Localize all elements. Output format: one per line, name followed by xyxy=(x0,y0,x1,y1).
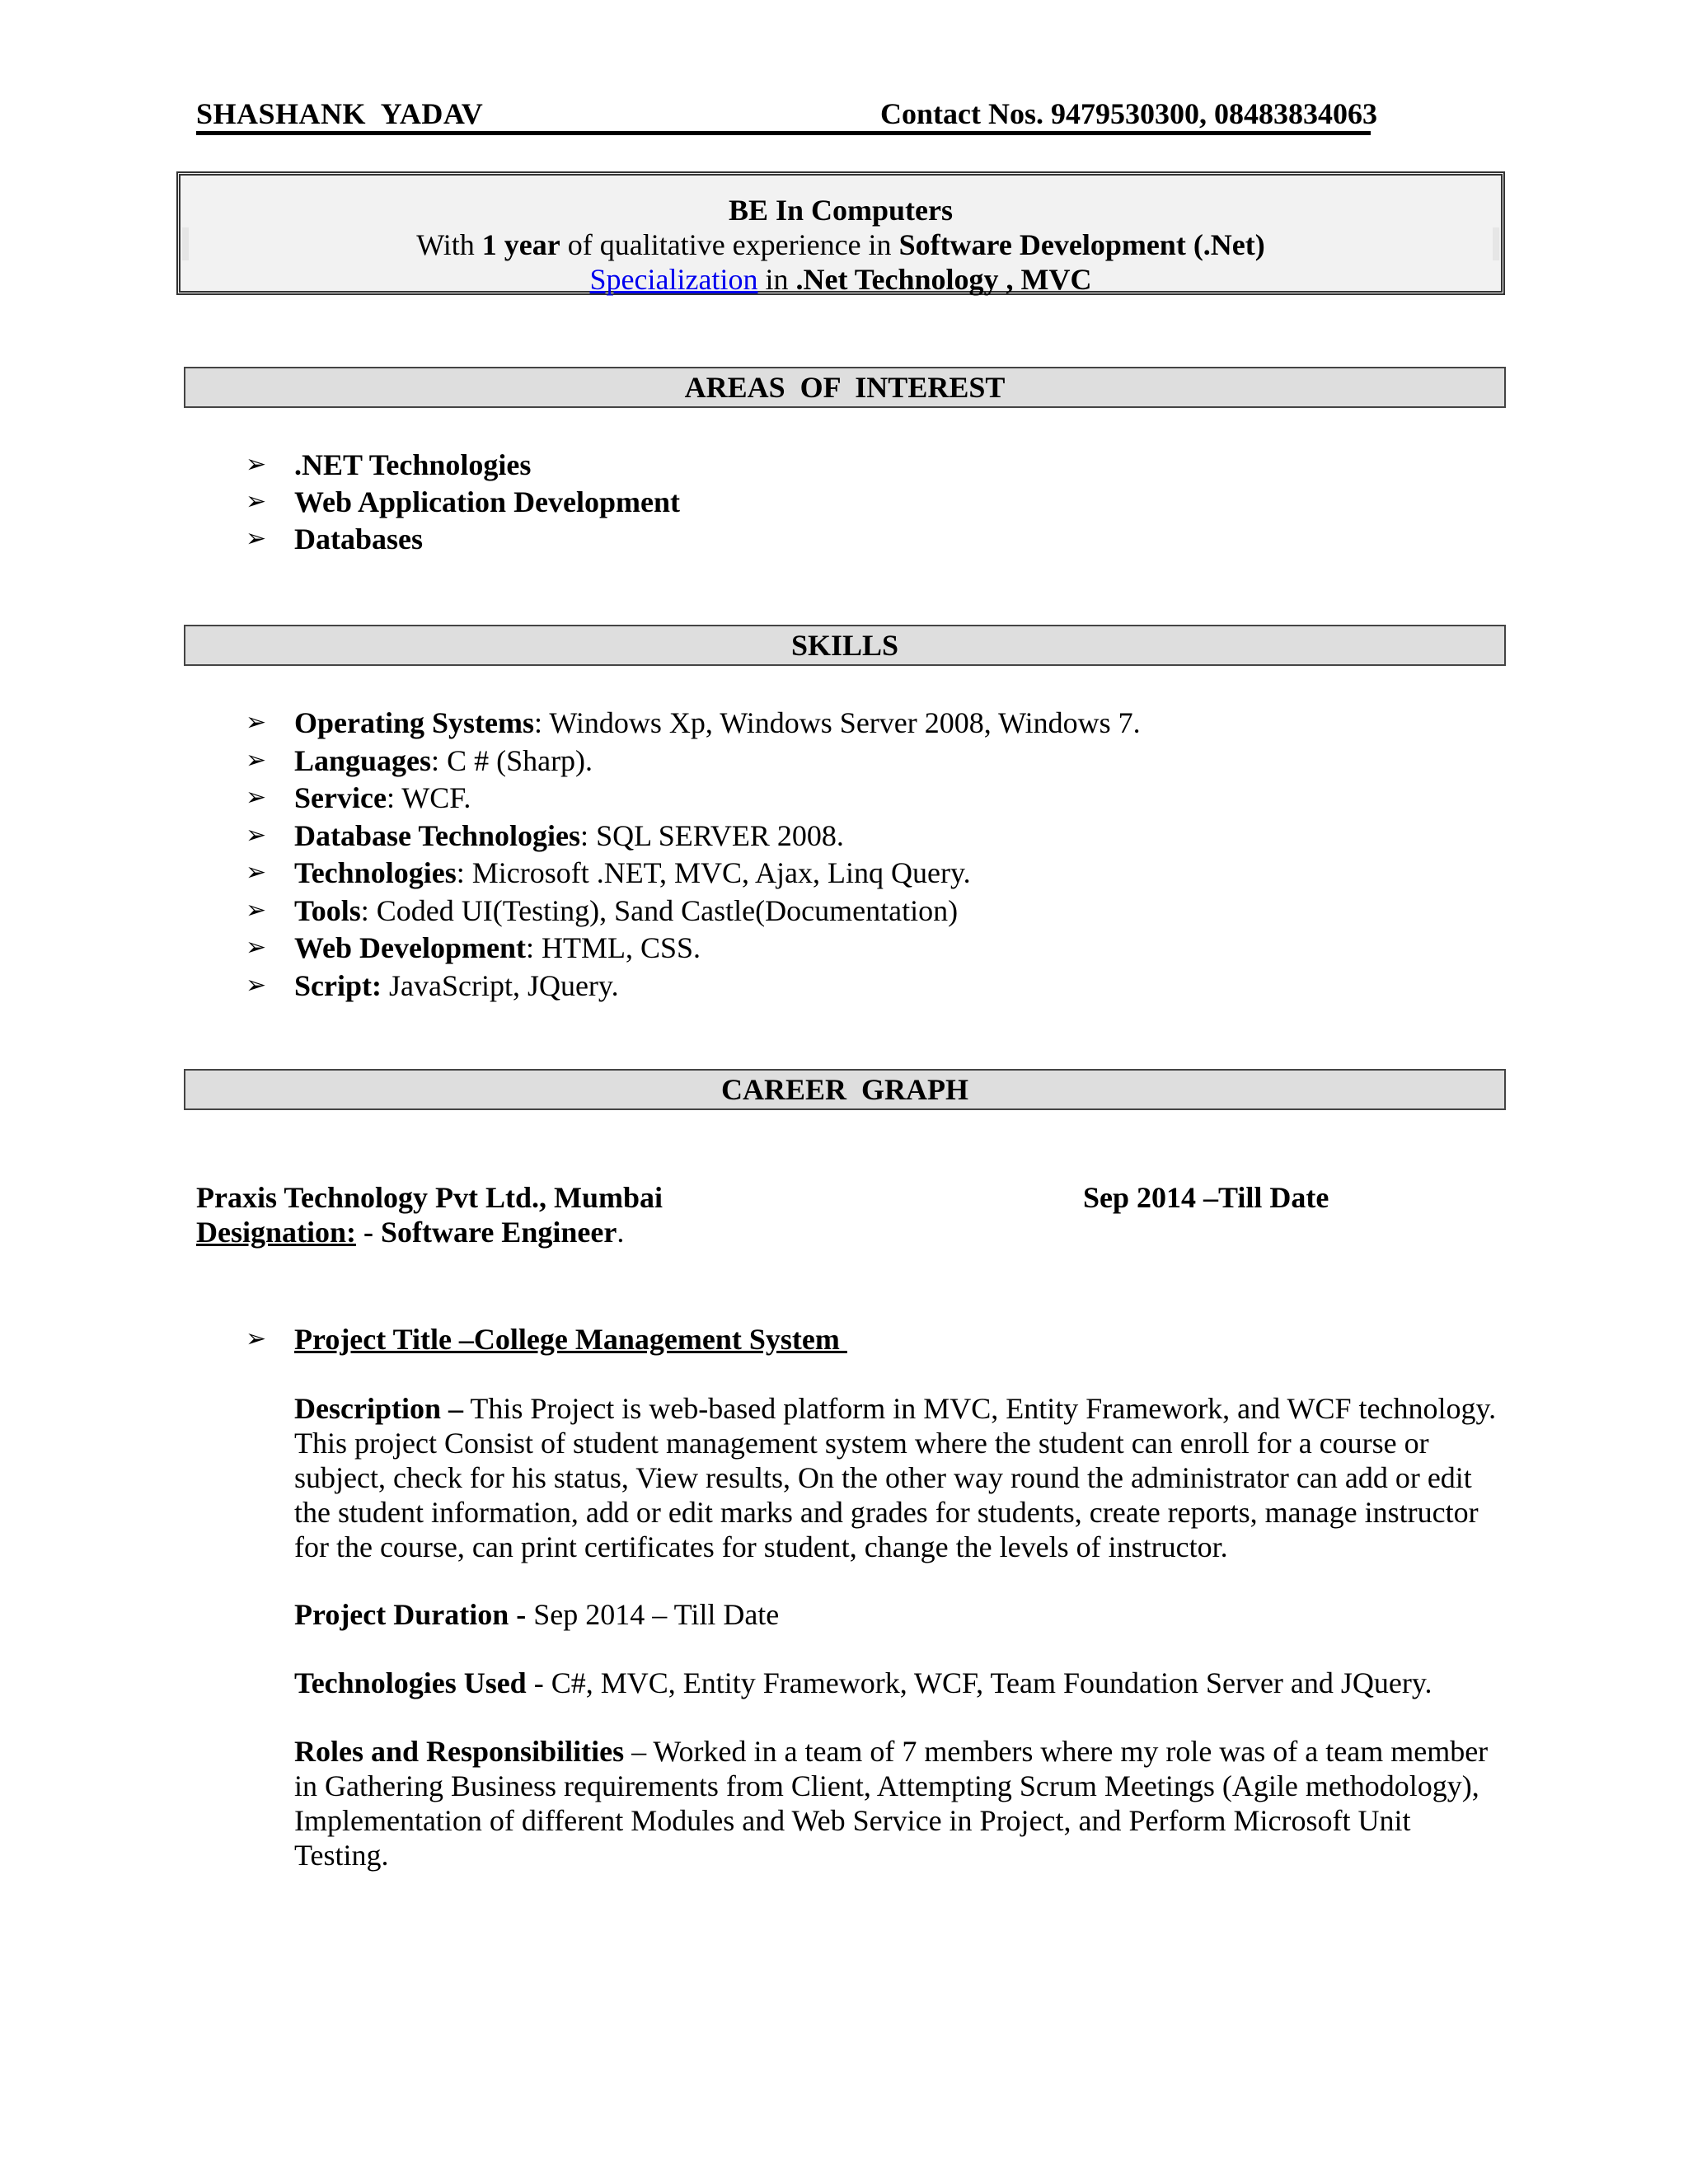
contact-numbers xyxy=(880,96,1377,131)
bullet-icon: ➢ xyxy=(246,971,267,999)
header-rule xyxy=(196,131,1371,135)
skill-sep: : xyxy=(580,818,597,852)
tech-label: Technologies Used xyxy=(294,1666,527,1699)
skill-value: C # (Sharp). xyxy=(447,743,593,777)
skill-label: Operating Systems xyxy=(294,706,534,739)
specialization-link[interactable]: Specialization xyxy=(589,263,758,296)
description-text: This Project is web-based platform in MVC, Entity Framework, and WCF technology. This project Consist of student management system where the student can enroll for a course or subject, check for his status, View results, On the other way round the administrator can add or edit the student information, add or edit marks and grades for students, create reports, manage instructor for the course, can print certificates for student, change the levels of instructor. xyxy=(294,1392,1497,1563)
spec-tech: .Net Technology , MVC xyxy=(795,263,1092,296)
specialization-line xyxy=(181,262,1501,297)
skill-sep: : xyxy=(525,931,542,964)
skill-label: Tools xyxy=(294,893,361,927)
skill-value: JavaScript, JQuery. xyxy=(388,968,619,1002)
candidate-name: SHASHANK YADAV xyxy=(196,97,484,130)
bullet-icon: ➢ xyxy=(246,525,267,552)
skill-item xyxy=(294,967,619,1005)
bullet-icon: ➢ xyxy=(246,934,267,961)
skill-label: Database Technologies xyxy=(294,818,581,852)
skill-sep: : xyxy=(386,781,402,814)
roles-label: Roles and Responsibilities xyxy=(294,1735,625,1768)
skill-value: WCF. xyxy=(401,781,471,814)
section-career-graph: CAREER GRAPH xyxy=(184,1069,1506,1110)
summary-box xyxy=(176,171,1505,295)
technologies-used xyxy=(294,1666,1498,1700)
interest-item: Web Application Development xyxy=(294,485,681,518)
skill-sep xyxy=(382,969,389,1002)
skill-label: Languages xyxy=(294,743,432,777)
designation-end: . xyxy=(617,1216,625,1249)
duration-text: Sep 2014 – Till Date xyxy=(526,1598,780,1631)
designation-label: Designation: xyxy=(196,1216,357,1249)
bullet-icon: ➢ xyxy=(246,488,267,515)
skill-item xyxy=(294,742,593,780)
degree: BE In Computers xyxy=(728,194,954,227)
skill-value: Windows Xp, Windows Server 2008, Windows 7. xyxy=(549,706,1141,739)
project-title: Project Title –College Management System xyxy=(294,1323,847,1356)
interest-item: Databases xyxy=(294,523,424,555)
skill-value: HTML, CSS. xyxy=(541,931,701,964)
bullet-icon: ➢ xyxy=(246,821,267,849)
skill-value: Microsoft .NET, MVC, Ajax, Linq Query. xyxy=(471,856,971,889)
bullet-icon: ➢ xyxy=(246,451,267,478)
bullet-icon: ➢ xyxy=(246,784,267,811)
project-duration xyxy=(294,1597,1498,1632)
description-label: Description – xyxy=(294,1392,463,1425)
contact-label: Contact Nos. xyxy=(880,97,1051,130)
skill-item xyxy=(294,892,958,930)
bullet-icon: ➢ xyxy=(246,746,267,774)
skill-label: Technologies xyxy=(294,856,457,889)
skill-label: Web Development xyxy=(294,931,526,964)
tech-text: - C#, MVC, Entity Framework, WCF, Team Foundation Server and JQuery. xyxy=(526,1666,1432,1699)
skill-value: SQL SERVER 2008. xyxy=(596,818,844,852)
roles-and-responsibilities xyxy=(294,1734,1498,1872)
project-bullet-icon: ➢ xyxy=(246,1325,267,1352)
section-skills: SKILLS xyxy=(184,625,1506,666)
skill-sep: : xyxy=(456,856,472,889)
company-name: Praxis Technology Pvt Ltd., Mumbai xyxy=(196,1181,663,1214)
bullet-icon: ➢ xyxy=(246,896,267,924)
experience-line xyxy=(181,227,1501,262)
exp-pre: With xyxy=(416,228,482,261)
skill-sep: : xyxy=(360,893,377,927)
exp-years: 1 year xyxy=(481,228,560,261)
section-areas-of-interest: AREAS OF INTEREST xyxy=(184,367,1506,408)
project-description xyxy=(294,1391,1498,1564)
skill-label: Service xyxy=(294,781,387,814)
skill-label: Script: xyxy=(294,968,382,1002)
designation-value: - Software Engineer xyxy=(356,1216,617,1249)
bullet-icon: ➢ xyxy=(246,709,267,736)
interest-item: .NET Technologies xyxy=(294,448,532,481)
contact-value: 9479530300, 08483834063 xyxy=(1050,97,1377,130)
spec-in: in xyxy=(757,263,796,296)
skill-item xyxy=(294,779,471,817)
designation-line xyxy=(196,1215,624,1249)
skill-sep: : xyxy=(431,743,448,777)
skill-item xyxy=(294,817,844,855)
skill-item xyxy=(294,929,701,967)
skill-item xyxy=(294,854,971,892)
roles-text: – Worked in a team of 7 members where my role was of a team member in Gathering Business requirements from Client, Attempting Scrum Meetings (Agile methodology), Implementation of different Modules and Web Service in Project, and Perform Microsoft Unit Testing. xyxy=(294,1735,1489,1872)
skill-value: Coded UI(Testing), Sand Castle(Documentation) xyxy=(376,893,959,927)
bullet-icon: ➢ xyxy=(246,859,267,886)
skill-sep: : xyxy=(534,706,550,739)
duration-label: Project Duration - xyxy=(294,1598,527,1631)
skill-item xyxy=(294,704,1141,742)
exp-mid: of qualitative experience in xyxy=(560,228,899,261)
exp-field: Software Development (.Net) xyxy=(898,228,1265,261)
employment-period: Sep 2014 –Till Date xyxy=(1083,1181,1329,1214)
